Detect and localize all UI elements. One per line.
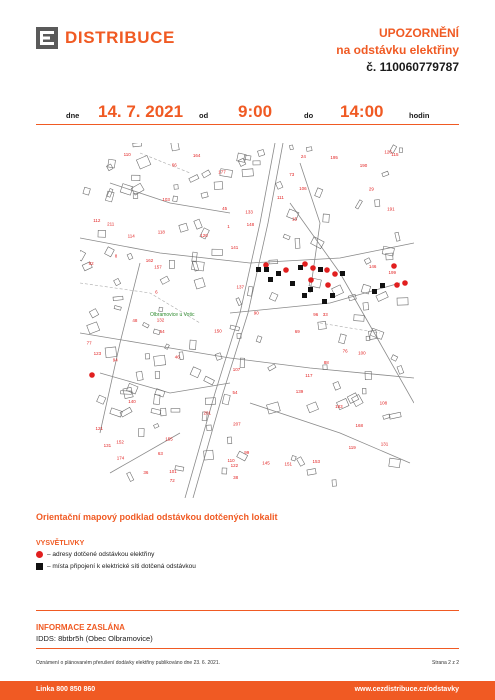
map-building: [315, 188, 323, 198]
map-building: [171, 143, 180, 151]
house-number-label: 90: [253, 310, 259, 316]
house-number-label: 110: [227, 458, 235, 463]
affected-address-marker: [310, 265, 316, 271]
connection-point-marker: [264, 267, 269, 272]
map-building: [108, 159, 116, 168]
map-building: [105, 191, 114, 202]
footer-hotline[interactable]: Linka 800 850 860: [36, 686, 96, 693]
map-building: [307, 402, 319, 413]
house-number-label: 106: [299, 186, 307, 191]
house-number-label: 199: [388, 270, 397, 275]
house-number-label: 139: [295, 389, 304, 394]
map-building: [362, 388, 366, 394]
house-number-label: 157: [154, 264, 162, 270]
map-building: [375, 200, 380, 207]
cez-logo-icon: [36, 27, 58, 49]
map-building: [155, 371, 160, 378]
notice-title: UPOZORNĚNÍ: [378, 26, 459, 40]
house-number-label: 140: [128, 398, 136, 404]
house-number-label: 123: [93, 351, 102, 356]
connection-point-marker: [298, 265, 303, 270]
outage-map: [80, 143, 414, 498]
map-building: [123, 387, 133, 398]
map-building: [145, 354, 149, 359]
map-building: [368, 330, 377, 339]
map-building: [174, 185, 179, 190]
affected-address-marker: [324, 267, 330, 273]
map-caption: Orientační mapový podklad odstávkou dotčených lokalit: [36, 512, 278, 522]
connection-point-marker: [380, 283, 385, 288]
map-building: [365, 371, 371, 379]
house-number-label: 150: [214, 328, 222, 334]
notice-number: č. 110060779787: [366, 60, 459, 74]
affected-address-marker: [391, 263, 397, 269]
house-number-label: 73: [289, 171, 295, 177]
map-building: [297, 457, 305, 467]
map-building: [207, 425, 212, 431]
legend-title: VYSVĚTLIVKY: [36, 540, 85, 547]
connection-point-marker: [340, 271, 345, 276]
map-building: [395, 232, 400, 241]
map-building: [333, 382, 341, 391]
map-building: [179, 223, 188, 232]
connection-point-marker: [268, 277, 273, 282]
house-number-label: 88: [323, 359, 329, 365]
map-building: [386, 253, 393, 260]
house-number-label: 69: [294, 329, 300, 335]
connection-point-marker: [302, 293, 307, 298]
house-number-label: 110: [123, 152, 131, 158]
map-building: [347, 393, 358, 404]
map-building: [318, 321, 327, 329]
map-building: [194, 219, 202, 229]
house-number-label: 155: [165, 436, 173, 442]
map-building: [202, 170, 211, 178]
red-dot-icon: [36, 551, 43, 558]
label-to: do: [304, 111, 314, 120]
published-note: Oznámení o plánovaném přerušení dodávky elektřiny publikováno dne 23. 6. 2021.: [36, 660, 221, 666]
map-building: [114, 306, 121, 311]
divider-info: [36, 648, 459, 649]
legend-item-address-label: – adresy dotčené odstávkou elektřiny: [47, 551, 155, 558]
map-building: [160, 276, 169, 284]
label-date: dne: [66, 111, 80, 120]
house-number-label: 133: [245, 209, 253, 215]
affected-address-marker: [332, 271, 338, 277]
legend-item-address: [36, 551, 154, 558]
house-number-label: 76: [342, 348, 348, 354]
affected-address-marker: [263, 262, 269, 268]
time-to: 14:00: [340, 102, 384, 121]
affected-address-marker: [283, 267, 289, 273]
map-building: [258, 149, 265, 156]
map-building: [382, 171, 389, 177]
map-building: [307, 469, 316, 476]
map-building: [120, 184, 133, 196]
house-number-label: 177: [218, 169, 226, 175]
affected-address-marker: [325, 282, 331, 288]
map-building: [120, 407, 132, 417]
house-number-label: 38: [233, 475, 239, 481]
house-number-label: 99: [244, 450, 250, 456]
label-from: od: [199, 111, 209, 120]
map-building: [227, 437, 232, 444]
map-building: [205, 398, 215, 405]
map-building: [391, 355, 398, 362]
affected-address-marker: [302, 261, 308, 267]
house-number-label: 131: [380, 441, 389, 447]
map-building: [121, 391, 132, 395]
house-number-label: 6: [155, 289, 158, 295]
map-building: [204, 376, 215, 385]
house-number-label: 137: [236, 284, 245, 290]
map-building: [332, 480, 336, 487]
map-building: [154, 395, 161, 405]
house-number-label: 82: [88, 261, 94, 266]
map-building: [127, 253, 133, 259]
house-number-label: 152: [116, 439, 124, 445]
connection-point-marker: [372, 289, 377, 294]
house-number-label: 66: [171, 162, 177, 168]
map-building: [269, 292, 278, 301]
map-building: [136, 156, 150, 170]
house-number-label: 112: [93, 218, 101, 224]
house-number-label: 94: [112, 357, 118, 363]
map-building: [107, 189, 113, 198]
house-number-label: 1: [227, 224, 230, 229]
affected-address-marker: [308, 277, 314, 283]
map-building: [339, 334, 347, 344]
connection-point-marker: [318, 267, 323, 272]
map-building: [289, 145, 293, 150]
map-building: [105, 347, 117, 358]
map-building: [230, 325, 240, 331]
house-number-label: 108: [379, 400, 388, 406]
house-number-label: 132: [156, 317, 165, 323]
house-number-label: 151: [284, 461, 293, 467]
house-number-label: 24: [300, 154, 306, 160]
house-number-label: 141: [230, 244, 239, 250]
map-building: [355, 200, 362, 209]
map-building: [397, 298, 408, 305]
house-number-label: 15: [292, 216, 298, 222]
map-building: [363, 302, 369, 310]
map-building: [242, 169, 253, 177]
map-building: [154, 355, 166, 366]
map-building: [133, 143, 142, 147]
map-building: [127, 472, 134, 482]
map-building: [201, 192, 208, 198]
map-building: [256, 336, 262, 343]
map-building: [154, 423, 159, 428]
map-building: [159, 307, 163, 311]
map-building: [89, 309, 98, 318]
brand-name: DISTRIBUCE: [65, 28, 175, 47]
house-number-label: 191: [387, 206, 395, 212]
notice-heading: [336, 25, 459, 76]
map-building: [389, 458, 401, 468]
info-title: INFORMACE ZASLÁNA: [36, 623, 125, 632]
house-number-label: 77: [86, 340, 92, 346]
map-building: [306, 147, 312, 152]
house-number-label: 145: [262, 460, 270, 466]
map-building: [283, 234, 290, 240]
map-building: [132, 175, 140, 180]
house-number-label: 96: [313, 311, 319, 317]
house-number-label: 29: [368, 186, 374, 192]
map-building: [222, 468, 227, 474]
house-number-label: 119: [348, 444, 356, 450]
map-canvas: [80, 143, 414, 498]
map-building: [222, 394, 230, 405]
map-building: [160, 408, 166, 416]
affected-address-marker: [402, 280, 408, 286]
divider-bottom: [36, 610, 459, 611]
house-number-label: 107: [232, 366, 241, 372]
map-building: [138, 429, 144, 437]
house-number-label: 48: [132, 317, 138, 323]
house-number-label: 54: [232, 389, 238, 395]
legend-item-connection-label: – místa připojení k elektrické síti dotčená odstávkou: [47, 563, 196, 570]
house-number-label: 148: [246, 221, 255, 227]
house-number-label: 201: [203, 410, 212, 416]
connection-point-marker: [276, 271, 281, 276]
house-number-label: 36: [143, 469, 149, 475]
house-number-label: 120: [200, 233, 208, 238]
map-building: [399, 148, 403, 153]
house-number-label: 146: [368, 264, 377, 270]
map-building: [291, 456, 296, 461]
house-number-label: 114: [127, 233, 135, 239]
map-building: [165, 344, 170, 349]
page-number: Strana 2 z 2: [432, 660, 459, 666]
map-building: [237, 153, 247, 162]
house-number-label: 101: [169, 468, 177, 474]
house-number-label: 45: [222, 206, 228, 212]
connection-point-marker: [256, 267, 261, 272]
map-building: [97, 395, 106, 404]
house-number-label: 46: [174, 354, 180, 360]
map-building: [389, 412, 401, 419]
time-from: 9:00: [238, 102, 273, 121]
map-building: [136, 371, 143, 380]
house-number-label: 126: [384, 149, 392, 155]
map-building: [376, 291, 388, 301]
house-number-label: 100: [358, 350, 366, 356]
cez-distribuce-logo: [36, 27, 175, 49]
footer-bar: [0, 681, 495, 700]
map-building: [114, 278, 121, 285]
black-square-icon: [36, 563, 43, 570]
map-place-label: Olbramovice u Votic: [150, 312, 195, 318]
house-number-label: 63: [157, 451, 163, 457]
map-building: [268, 364, 276, 371]
map-building: [276, 181, 283, 189]
house-number-label: 111: [277, 194, 284, 200]
house-number-label: 121: [95, 426, 104, 432]
house-number-label: 115: [391, 152, 399, 158]
map-building: [105, 247, 115, 257]
map-building: [354, 315, 365, 322]
map-building: [83, 187, 90, 195]
divider-top: [36, 124, 459, 125]
map-building: [397, 365, 404, 374]
house-number-label: 117: [305, 372, 313, 378]
map-building: [171, 409, 180, 413]
map-building: [98, 230, 106, 237]
connection-point-marker: [308, 287, 313, 292]
house-number-label: 211: [107, 221, 115, 227]
house-number-label: 103: [162, 196, 170, 202]
map-building: [295, 238, 300, 248]
house-number-label: 190: [359, 162, 368, 168]
house-number-label: 183: [335, 404, 343, 410]
house-number-label: 131: [103, 443, 112, 449]
map-building: [190, 367, 201, 378]
map-building: [113, 296, 123, 301]
house-number-label: 72: [169, 478, 175, 484]
map-building: [253, 161, 260, 165]
affected-address-marker: [89, 372, 95, 378]
house-number-label: 174: [116, 455, 125, 461]
house-number-label: 162: [145, 258, 154, 264]
map-building: [214, 182, 223, 190]
map-building: [169, 260, 174, 268]
connection-point-marker: [330, 293, 335, 298]
connection-point-marker: [290, 281, 295, 286]
house-number-label: 64: [159, 329, 165, 335]
footer-website[interactable]: www.cezdistribuce.cz/odstavky: [354, 686, 459, 693]
map-building: [194, 278, 205, 289]
map-building: [212, 249, 223, 255]
house-number-label: 164: [192, 153, 201, 159]
map-building: [155, 389, 165, 397]
outage-date: 14. 7. 2021: [98, 102, 184, 121]
house-number-label: 168: [355, 422, 364, 428]
info-recipient: IDDS: 8btbr5h (Obec Olbramovice): [36, 634, 153, 643]
house-number-label: 153: [312, 459, 321, 465]
map-building: [87, 322, 100, 334]
map-building: [323, 365, 327, 370]
house-number-label: 207: [233, 421, 241, 427]
map-building: [173, 196, 178, 202]
outage-date-row: [36, 100, 459, 124]
label-hours: hodin: [409, 111, 430, 120]
map-building: [80, 250, 86, 261]
map-building: [142, 322, 149, 328]
affected-address-marker: [394, 282, 400, 288]
house-number-label: 118: [157, 229, 165, 235]
map-building: [323, 214, 330, 222]
house-number-label: 33: [322, 312, 328, 318]
map-building: [151, 408, 161, 414]
house-number-label: 195: [330, 155, 338, 161]
legend-item-connection: [36, 563, 196, 570]
map-building: [189, 340, 196, 349]
map-building: [236, 298, 242, 306]
house-number-label: 8: [114, 253, 118, 259]
map-building: [189, 175, 199, 183]
notice-subtitle: na odstávku elektřiny: [336, 43, 459, 57]
house-number-label: 122: [230, 462, 239, 468]
connection-point-marker: [322, 299, 327, 304]
